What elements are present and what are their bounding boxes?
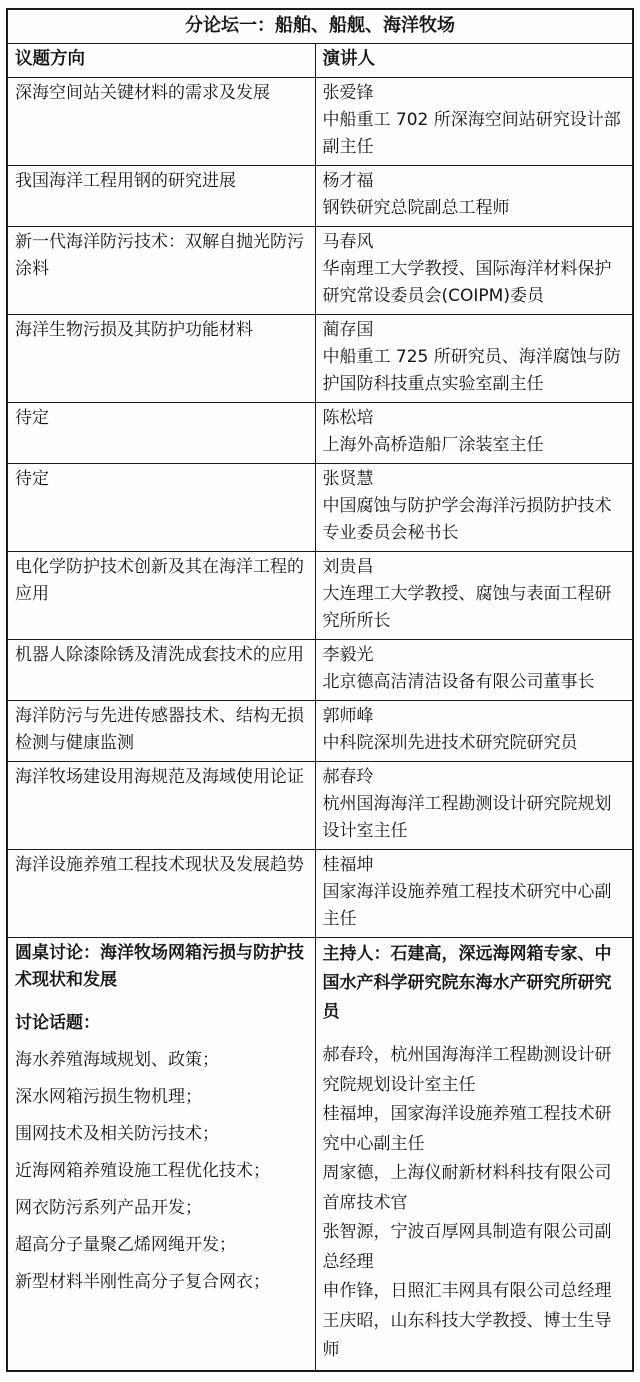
speaker-name: 郝春玲 [322,767,374,787]
speaker-name: 蔺存国 [322,320,374,340]
speaker-affiliation: 中船重工 702 所深海空间站研究设计部副主任 [322,110,621,157]
topic-cell: 海洋生物污损及其防护功能材料 [7,315,315,403]
speaker-name: 李毅光 [322,645,374,665]
speaker-name: 张爱锋 [322,83,374,103]
roundtable-host: 主持人：石建高，深远海网箱专家、中国水产科学研究院东海水产研究所研究员 [322,944,612,1022]
table-row [7,315,633,403]
table-row [7,640,633,701]
roundtable-topics-label: 讨论话题： [15,1013,100,1033]
topic-cell: 海洋牧场建设用海规范及海域使用论证 [7,762,315,850]
speaker-affiliation: 国家海洋设施养殖工程技术研究中心副主任 [322,882,612,929]
speaker-cell [315,850,633,938]
speaker-cell [315,640,633,701]
speaker-affiliation: 大连理工大学教授、腐蚀与表面工程研究所所长 [322,584,612,631]
roundtable-panelist: 周家德，上海仪耐新材料科技有限公司首席技术官 [322,1163,612,1213]
table-row [7,464,633,552]
speaker-cell [315,166,633,227]
speaker-name: 刘贵昌 [322,557,374,577]
speaker-name: 马春风 [322,232,374,252]
speaker-name: 陈松培 [322,408,374,428]
roundtable-topic: 海水养殖海域规划、政策； [15,1050,219,1070]
speaker-cell [315,315,633,403]
roundtable-topic: 新型材料半刚性高分子复合网衣； [15,1272,270,1292]
speaker-affiliation: 中科院深圳先进技术研究院研究员 [322,733,578,753]
table-row [7,403,633,464]
table-row [7,166,633,227]
column-header-row [7,44,633,78]
speaker-cell [315,762,633,850]
speaker-cell [315,403,633,464]
table-row [7,552,633,640]
table-row [7,850,633,938]
topic-cell: 我国海洋工程用钢的研究进展 [7,166,315,227]
topic-cell: 机器人除漆除锈及清洗成套技术的应用 [7,640,315,701]
speaker-affiliation: 上海外高桥造船厂涂装室主任 [322,435,544,455]
speaker-name: 郭师峰 [322,706,374,726]
speaker-affiliation: 北京德高洁清洁设备有限公司董事长 [322,672,595,692]
roundtable-topic: 近海网箱养殖设施工程优化技术； [15,1161,270,1181]
speaker-affiliation: 钢铁研究总院副总工程师 [322,198,510,218]
roundtable-panelist: 张智源，宁波百厚网具制造有限公司副总经理 [322,1222,612,1272]
roundtable-panel-cell [315,938,633,1371]
topic-cell: 电化学防护技术创新及其在海洋工程的应用 [7,552,315,640]
table-title-row [7,9,633,44]
topic-cell: 待定 [7,403,315,464]
roundtable-topic: 围网技术及相关防污技术； [15,1124,219,1144]
speaker-affiliation: 杭州国海海洋工程勘测设计研究院规划设计室主任 [322,794,612,841]
speaker-cell [315,78,633,166]
table-row [7,762,633,850]
roundtable-topic: 超高分子量聚乙烯网绳开发； [15,1235,236,1255]
agenda-table [6,8,634,1372]
speaker-affiliation: 中国腐蚀与防护学会海洋污损防护技术专业委员会秘书长 [322,496,612,543]
roundtable-panelist: 郝春玲，杭州国海海洋工程勘测设计研究院规划设计室主任 [322,1045,612,1095]
roundtable-panelist: 桂福坤，国家海洋设施养殖工程技术研究中心副主任 [322,1104,612,1154]
topic-cell: 新一代海洋防污技术：双解自抛光防污涂料 [7,227,315,315]
roundtable-row [7,938,633,1371]
speaker-name: 张贤慧 [322,469,374,489]
table-row [7,227,633,315]
roundtable-panelist: 王庆昭，山东科技大学教授、博士生导师 [322,1310,612,1360]
speaker-cell [315,464,633,552]
speaker-affiliation: 华南理工大学教授、国际海洋材料保护研究常设委员会(COIPM)委员 [322,259,612,306]
speaker-name: 杨才福 [322,171,374,191]
table-title: 分论坛一：船舶、船舰、海洋牧场 [7,9,633,44]
topic-cell: 海洋防污与先进传感器技术、结构无损检测与健康监测 [7,701,315,762]
roundtable-panelist: 申作锋，日照汇丰网具有限公司总经理 [322,1281,612,1301]
roundtable-topic: 网衣防污系列产品开发； [15,1198,202,1218]
topic-cell: 待定 [7,464,315,552]
speaker-cell [315,227,633,315]
roundtable-title: 圆桌讨论：海洋牧场网箱污损与防护技术现状和发展 [15,943,304,990]
table-row [7,701,633,762]
speaker-cell [315,701,633,762]
speaker-affiliation: 中船重工 725 所研究员、海洋腐蚀与防护国防科技重点实验室副主任 [322,347,621,394]
topic-cell: 深海空间站关键材料的需求及发展 [7,78,315,166]
roundtable-topics-cell [7,938,315,1371]
column-header-speaker: 演讲人 [315,44,633,78]
speaker-cell [315,552,633,640]
roundtable-topic: 深水网箱污损生物机理； [15,1087,202,1107]
column-header-topic: 议题方向 [7,44,315,78]
topic-cell: 海洋设施养殖工程技术现状及发展趋势 [7,850,315,938]
speaker-name: 桂福坤 [322,855,374,875]
table-row [7,78,633,166]
